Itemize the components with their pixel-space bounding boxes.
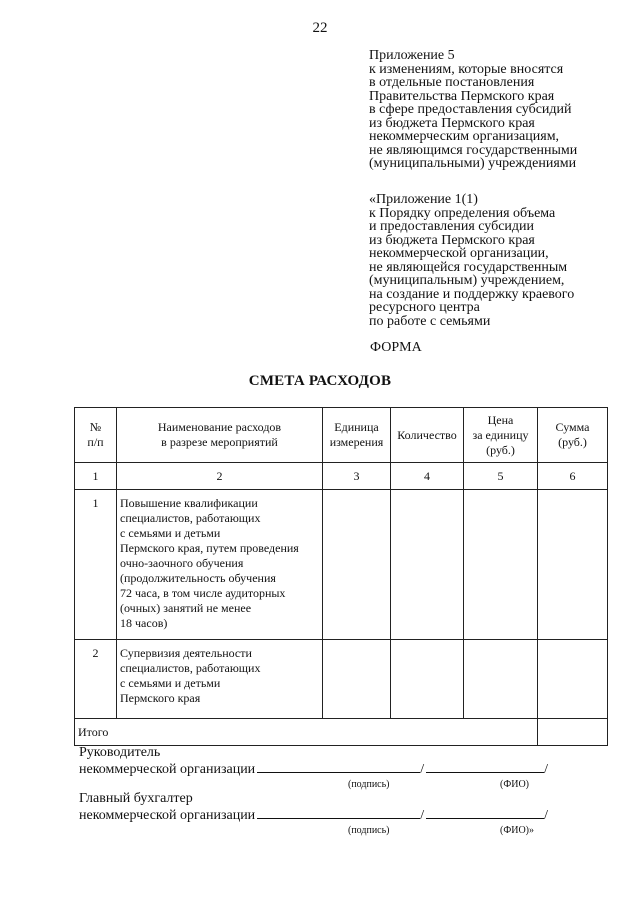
table-row [75, 640, 608, 719]
row-number: 1 [75, 490, 117, 640]
header-sum-line: Сумма [555, 420, 590, 434]
page-number: 22 [312, 20, 328, 36]
appendix-sub-line: на создание и поддержку краевого [369, 286, 575, 302]
header-price-line: Цена [487, 412, 514, 427]
total-label: Итого [75, 719, 538, 746]
header-unit-line: Единица [334, 420, 379, 434]
description-line: Супервизия деятельности [120, 646, 252, 660]
header-quantity [391, 408, 464, 463]
column-number: 4 [391, 463, 464, 490]
appendix-sub-block [369, 193, 574, 328]
total-row [75, 719, 608, 746]
appendix-sub-line: не являющейся государственным [369, 259, 568, 275]
document-title: СМЕТА РАСХОДОВ [248, 373, 392, 389]
appendix-main-line: в отдельные постановления [369, 75, 535, 90]
column-number-row [75, 463, 608, 490]
appendix-sub-line: (муниципальным) учреждением, [369, 273, 565, 288]
description-line: с семьями и детьми [120, 526, 221, 540]
description-line: с семьями и детьми [120, 676, 221, 690]
appendix-sub-line: и предоставления субсидии [369, 219, 535, 234]
accountant-name-field[interactable] [426, 806, 544, 819]
appendix-sub-line: ресурсного центра [369, 300, 480, 315]
appendix-main-line: (муниципальными) учреждениями [369, 156, 577, 171]
appendix-main-line: из бюджета Пермского края [369, 115, 535, 131]
head-name-field[interactable] [426, 760, 544, 773]
appendix-sub-line: «Приложение 1(1) [369, 192, 478, 207]
head-signature-block [79, 745, 548, 777]
header-sum [538, 408, 608, 463]
column-number: 1 [75, 463, 117, 490]
appendix-main-line: Правительства Пермского края [369, 88, 555, 104]
description-line: (очных) занятий не менее [120, 601, 252, 615]
column-number: 2 [117, 463, 323, 490]
description-line: 72 часа, в том числе аудиторных [120, 586, 286, 600]
accountant-org-label: некоммерческой организации [79, 808, 256, 823]
description-line: Пермского края [120, 691, 201, 705]
head-org-label: некоммерческой организации [79, 762, 256, 777]
description-line: Пермского края, путем проведения [120, 541, 299, 555]
accountant-signature-block [79, 791, 548, 823]
header-name-line: Наименование расходов [157, 420, 282, 434]
accountant-org-line: некоммерческой организации / / [79, 808, 548, 823]
row-number: 2 [75, 640, 117, 719]
header-num-line: п/п [87, 435, 104, 449]
description-line: Повышение квалификации [120, 496, 258, 510]
description-line: очно-заочного обучения [120, 556, 244, 570]
unit-cell[interactable] [323, 640, 391, 719]
sum-cell[interactable] [538, 490, 608, 640]
description-line: специалистов, работающих [120, 661, 261, 675]
header-price-line: (руб.) [486, 442, 515, 457]
expense-description [117, 640, 323, 719]
appendix-main-block [369, 49, 577, 171]
header-num [75, 408, 117, 463]
table-header-row [75, 408, 608, 463]
appendix-main-line: Приложение 5 [369, 48, 455, 63]
header-price [464, 408, 538, 463]
head-org-line: некоммерческой организации / / [79, 762, 548, 777]
appendix-sub-line: некоммерческой организации, [369, 246, 549, 261]
total-sum-cell[interactable] [538, 719, 608, 746]
price-cell[interactable] [464, 640, 538, 719]
column-number: 5 [464, 463, 538, 490]
head-signature-field[interactable] [257, 760, 420, 773]
header-name-line: в разрезе мероприятий [161, 435, 278, 449]
appendix-sub-line: к Порядку определения объема [369, 205, 556, 221]
description-line: 18 часов) [120, 616, 168, 630]
header-name [117, 408, 323, 463]
appendix-main-line: в сфере предоставления субсидий [369, 102, 572, 117]
description-line: специалистов, работающих [120, 511, 261, 525]
head-name-caption: (ФИО) [500, 779, 530, 790]
appendix-sub-line: из бюджета Пермского края [369, 232, 535, 248]
accountant-name-caption: (ФИО)» [500, 825, 535, 836]
unit-cell[interactable] [323, 490, 391, 640]
header-unit-line: измерения [329, 435, 384, 449]
appendix-main-line: некоммерческим организациям, [369, 129, 560, 144]
accountant-signature-field[interactable] [257, 806, 420, 819]
appendix-main-line: к изменениям, которые вносятся [369, 61, 564, 77]
accountant-sign-caption: (подпись) [348, 825, 390, 836]
header-unit [323, 408, 391, 463]
column-number: 6 [538, 463, 608, 490]
appendix-sub-line: по работе с семьями [369, 313, 491, 329]
header-price-line: за единицу [472, 427, 529, 442]
price-cell[interactable] [464, 490, 538, 640]
quantity-cell[interactable] [391, 640, 464, 719]
head-title-line: Руководитель [79, 745, 161, 760]
form-label: ФОРМА [370, 340, 422, 355]
sum-cell[interactable] [538, 640, 608, 719]
budget-table [74, 407, 608, 746]
header-sum-line: (руб.) [558, 435, 587, 449]
appendix-main-line: не являющимся государственными [369, 142, 578, 158]
head-sign-caption: (подпись) [348, 779, 390, 790]
table-row [75, 490, 608, 640]
expense-description [117, 490, 323, 640]
column-number: 3 [323, 463, 391, 490]
header-num-line: № [89, 420, 102, 434]
description-line: (продолжительность обучения [120, 571, 276, 585]
header-quantity-line: Количество [397, 427, 457, 442]
quantity-cell[interactable] [391, 490, 464, 640]
accountant-title-line: Главный бухгалтер [79, 791, 193, 806]
